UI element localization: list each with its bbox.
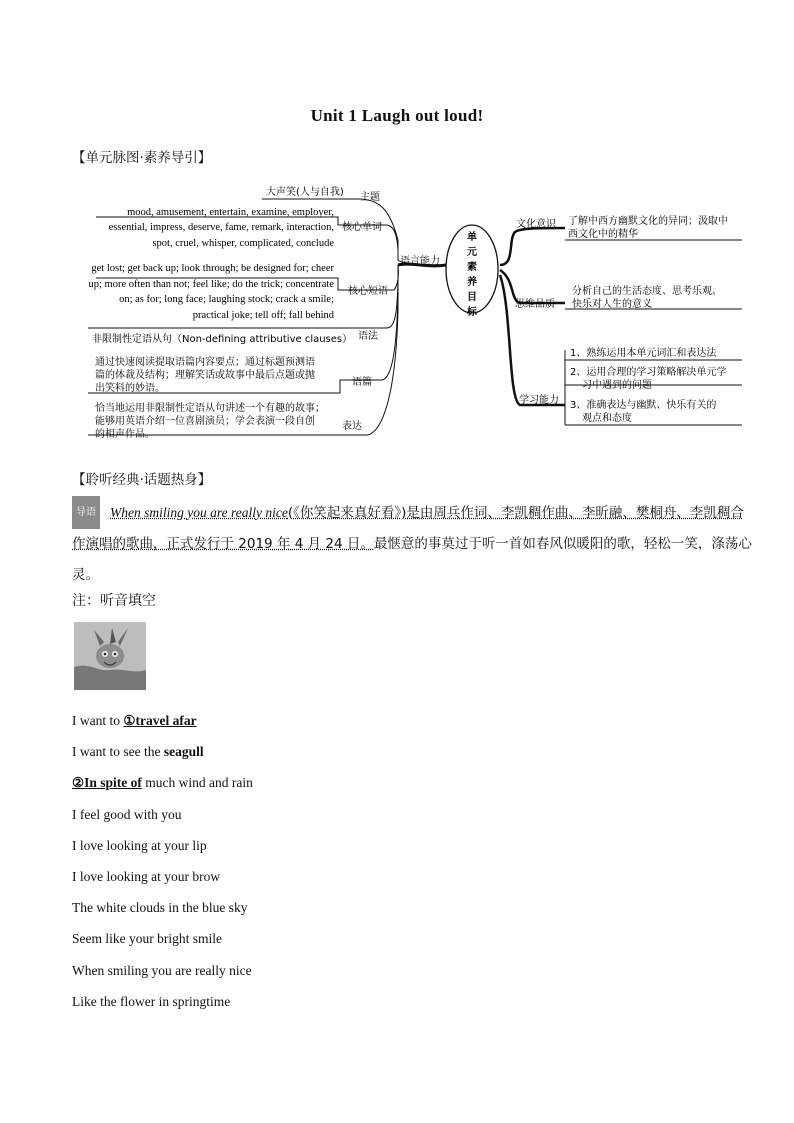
thinking-line: 分析自己的生活态度、思考乐观、 [572,286,722,297]
lyric-line [72,736,253,767]
lyric-line: The white clouds in the blue sky [72,900,248,916]
discourse-line: 通过快速阅读提取语篇内容要点；通过标题预测语 [95,357,315,368]
section-heading-mindmap: 【单元脉图·素养导引】 [72,150,212,166]
learning-item: 观点和态度 [582,413,632,424]
thinking-category: 思维品质 [515,299,555,310]
page-title: Unit 1 Laugh out loud! [310,106,484,125]
expression-line: 恰当地运用非限制性定语从句讲述一个有趣的故事； [95,403,325,414]
discourse-line: 出笑料的妙语。 [95,383,165,394]
center-char: 单 [467,232,477,243]
discourse-line: 篇的体裁及结构；理解笑话或故事中最后点题或抛 [95,370,315,381]
lyric-blank-answer: ②In spite of [72,775,142,791]
mindmap-language-ability: 语言能力 [400,256,440,267]
core-phrases-category: 核心短语 [348,286,388,297]
thinking-line: 快乐对人生的意义 [572,299,652,310]
core-phrases-line: get lost; get back up; look through; be designed for; cheer [91,263,334,274]
theme-category: 主题 [360,192,380,203]
expression-line: 的相声作品。 [95,429,155,440]
song-title: When smiling you are really nice [110,505,288,520]
lyric-blank-answer: ①travel afar [123,713,197,728]
grammar-category: 语法 [358,331,378,342]
learning-item: 2、运用合理的学习策略解决单元学 [570,367,727,378]
expression-line: 能够用英语介绍一位喜剧演员；学会表演一段自创 [95,416,315,427]
culture-category: 文化意识 [516,219,556,230]
core-phrases-line: practical joke; tell off; fall behind [192,310,334,321]
expression-category: 表达 [342,421,362,432]
core-words-category: 核心单词 [342,222,382,233]
center-char: 养 [467,277,477,288]
center-char: 标 [467,307,477,318]
grammar-text: 非限制性定语从句（Non-defining attributive clauses） [92,334,353,345]
lyric-line [72,705,253,736]
learning-item: 3、准确表达与幽默、快乐有关的 [570,400,717,411]
core-phrases-line: on; as for; long face; laughing stock; crack a smile; [119,294,334,305]
lyric-line: Seem like your bright smile [72,931,222,947]
note-label: 注：听音填空 [72,593,156,609]
discourse-category: 语篇 [352,377,372,388]
lyric-line: I love looking at your brow [72,869,221,885]
song-image [74,622,146,690]
center-char: 目 [467,292,477,303]
center-char: 素 [467,262,477,273]
unit-mindmap [0,170,794,450]
culture-line: 了解中西方幽默文化的异同；汲取中 [568,216,728,227]
lyric-text: I want to [72,713,124,728]
theme-text: 大声笑(人与自我) [266,187,344,198]
core-phrases-line: up; more often than not; feel like; do the trick; concentrate [88,279,334,290]
lyric-text: much wind and rain [141,775,253,791]
learning-category: 学习能力 [519,395,559,406]
lyrics-list [72,705,253,1017]
intro-paragraph [72,496,752,591]
lyric-text: I want to see the [72,744,164,760]
lyric-line: Like the flower in springtime [72,993,231,1009]
core-words-line: essential, impress, deserve, fame, remark, interaction, [108,222,334,233]
lyric-bold-word: seagull [163,744,204,760]
lyric-line: When smiling you are really nice [72,962,252,978]
lyric-line [72,767,253,798]
core-words-line: spot, cruel, whisper, complicated, conclude [152,238,334,249]
core-words-line: mood, amusement, entertain, examine, employer, [127,207,334,218]
section-heading-warmup: 【聆听经典·话题热身】 [72,472,212,488]
culture-line: 西文化中的精华 [568,229,638,240]
learning-item: 习中遇到的问题 [582,380,652,391]
intro-text: 最惬意的事莫过于听一首如春风似暖阳的歌，轻松一笑，涤荡心灵。 [72,536,752,583]
learning-item: 1、熟练运用本单元词汇和表达法 [570,348,717,359]
lyric-line: I love looking at your lip [72,837,207,853]
intro-text-underlined: (《你笑起来真好看》)是由周兵作词、李凯稠作曲、李昕融、樊桐舟、李凯稠合作演唱的歌曲，正式发行于 2019 年 4 月 24 日。 [72,505,744,552]
lyric-line: I feel good with you [72,806,182,822]
intro-badge: 导语 [72,496,100,529]
center-char: 元 [467,247,477,258]
